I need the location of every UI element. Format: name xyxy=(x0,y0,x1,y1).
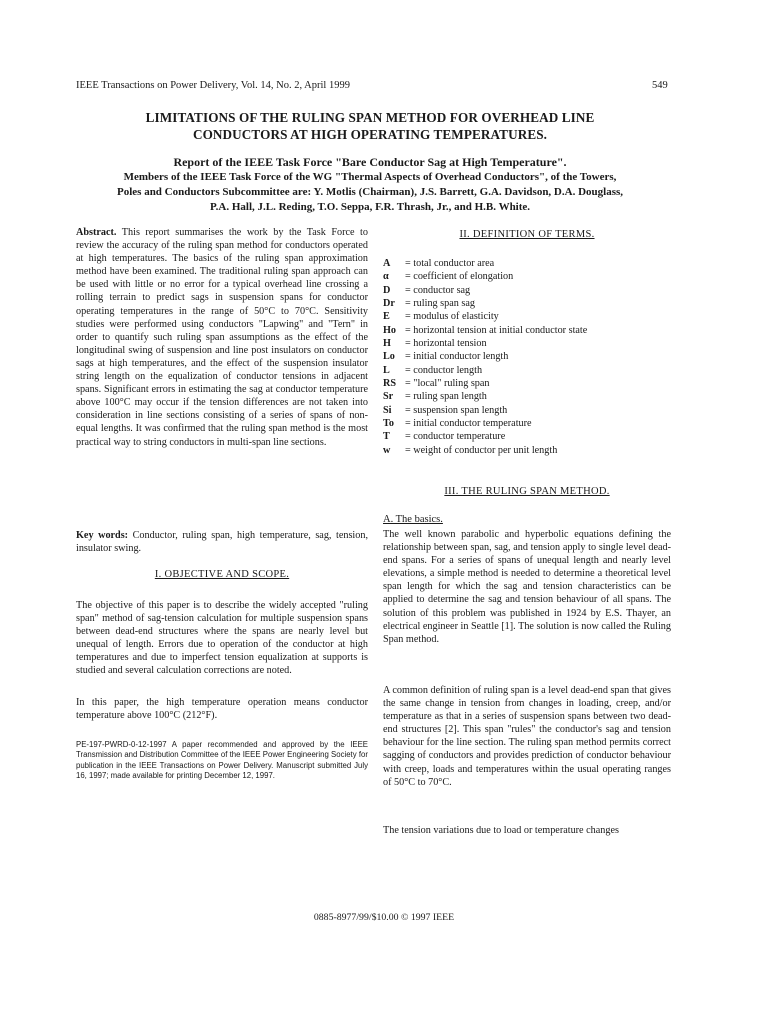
copyright-footer: 0885-8977/99/$10.00 © 1997 IEEE xyxy=(313,912,455,923)
definition-text: = coefficient of elongation xyxy=(405,271,514,283)
definition-row xyxy=(383,257,671,270)
keywords xyxy=(76,529,368,555)
section-3-para-1: The well known parabolic and hyperbolic equations defining the relationship between span, sag, and tension apply to single level dead-end spans. For a series of spans of unequal length and nearly level elevations, a simple method is needed to determine a theoretical level span length for which the sag and tension characteristics can be applied to determine the sag and tension behaviour of all spans. The solution of this problem was published in 1924 by E.S. Thayer, an electrical engineer in Seattle [1]. The solution is now called the Ruling Span method. xyxy=(383,529,671,645)
definition-row xyxy=(383,404,671,417)
keywords-label: Key words: xyxy=(76,530,129,541)
definition-symbol: Si xyxy=(383,404,392,416)
title-line-2: CONDUCTORS AT HIGH OPERATING TEMPERATURES. xyxy=(192,127,548,142)
definition-row xyxy=(383,350,671,363)
definition-symbol: RS xyxy=(383,378,397,390)
section-2-heading: II. DEFINITION OF TERMS. xyxy=(459,229,595,240)
definition-row xyxy=(383,364,671,377)
section-3-heading: III. THE RULING SPAN METHOD. xyxy=(444,486,610,497)
page-number: 549 xyxy=(652,80,668,91)
definition-row xyxy=(383,310,671,323)
definition-text: = weight of conductor per unit length xyxy=(405,444,558,456)
definition-text: = initial conductor temperature xyxy=(405,418,532,430)
section-3-para-3: The tension variations due to load or temperature changes xyxy=(383,825,619,836)
definition-symbol: L xyxy=(383,364,390,376)
definition-text: = initial conductor length xyxy=(405,351,509,363)
report-line: Report of the IEEE Task Force "Bare Conductor Sag at High Temperature". xyxy=(173,155,567,169)
definition-text: = modulus of elasticity xyxy=(405,311,499,323)
journal-header: IEEE Transactions on Power Delivery, Vol. 14, No. 2, April 1999 xyxy=(76,80,350,91)
definition-text: = conductor sag xyxy=(405,284,471,296)
definition-symbol: Ho xyxy=(383,324,397,336)
section-1-para-2: In this paper, the high temperature operation means conductor temperature above 100°C (212°F). xyxy=(76,697,368,722)
byline xyxy=(60,155,680,215)
keywords-text: Conductor, ruling span, high temperature, sag, tension, insulator swing. xyxy=(76,530,368,555)
section-1-para-1: The objective of this paper is to describe the widely accepted "ruling span" method of sag-tension calculation for multiple suspension spans between dead-end structures where the spans are nearly level but unequal of length. Errors due to operation of the conductor at high temperatures and due to imperfect tension equalization at supports is studied and several calculation corrections are noted. xyxy=(76,600,368,677)
definition-symbol: H xyxy=(383,338,391,350)
abstract-label: Abstract. xyxy=(76,227,117,238)
definition-symbol: Dr xyxy=(383,298,395,310)
definition-text: = conductor temperature xyxy=(405,431,506,443)
members-line-3: P.A. Hall, J.L. Reding, T.O. Seppa, F.R. Thrash, Jr., and H.B. White. xyxy=(209,201,531,213)
definition-symbol: Sr xyxy=(383,391,394,403)
subsection-a-heading: A. The basics. xyxy=(383,514,443,525)
manuscript-footnote: PE-197-PWRD-0-12-1997 A paper recommended and approved by the IEEE Transmission and Distribution Committee of the IEEE Power Engineering Society for publication in the IEEE Transactions on Power Delivery. Manuscript submitted July 16, 1997; made available for printing December 12, 1997. xyxy=(76,740,368,781)
members-line-1: Members of the IEEE Task Force of the WG "Thermal Aspects of Overhead Conductors", of the Towers, xyxy=(123,171,617,183)
definition-symbol: w xyxy=(383,444,391,456)
definition-text: = total conductor area xyxy=(405,258,495,269)
definition-row xyxy=(383,337,671,350)
members-line-2: Poles and Conductors Subcommittee are: Y. Motlis (Chairman), J.S. Barrett, G.A. Davidson, D.A. Douglass, xyxy=(117,186,623,198)
abstract-text: This report summarises the work by the Task Force to review the accuracy of the ruling span method for conductors operated at high temperatures. The basics of the ruling span approximation method have been examined. The traditional ruling span approach can be used with little or no error for a typical overhead line crossing a rolling terrain to predict sags in suspension spans for conductor operating temperatures in the range of 50°C to 70°C. Sensitivity studies were performed using conductors "Lapwing" and "Tern" in order to quantify such ruling span assumptions as the effect of the longitudinal swing of suspension and line post insulators on conductor sags at high temperatures, and the effect of the suspension insulator string length on the equalization of conductor tensions in adjacent spans. Significant errors in estimating the sag at conductor temperature above 100°C may occur if the tension differences are not taken into consideration in line sections consisting of a series of spans of non-equal lengths. It was confirmed that the ruling span method is the most practical way to string conductors in multi-span line sections. xyxy=(76,227,368,448)
definition-symbol: D xyxy=(383,284,391,296)
definition-text: = "local" ruling span xyxy=(405,378,490,390)
section-1-heading: I. OBJECTIVE AND SCOPE. xyxy=(154,569,290,580)
definition-symbol: T xyxy=(383,431,390,443)
definition-text: = conductor length xyxy=(405,364,483,376)
definition-row xyxy=(383,444,671,457)
definition-row xyxy=(383,284,671,297)
definition-row xyxy=(383,430,671,443)
definition-text: = ruling span length xyxy=(405,391,487,403)
definition-symbol: To xyxy=(383,418,394,430)
definition-text: = horizontal tension xyxy=(405,338,487,350)
definition-symbol: Lo xyxy=(383,351,395,363)
definition-text: = suspension span length xyxy=(405,404,508,416)
definition-text: = ruling span sag xyxy=(405,298,475,310)
definition-row xyxy=(383,324,671,337)
definition-symbol: E xyxy=(383,311,390,323)
definition-row xyxy=(383,377,671,390)
definition-list xyxy=(383,257,671,457)
definition-row xyxy=(383,297,671,310)
definition-text: = horizontal tension at initial conductor state xyxy=(405,324,588,336)
section-3-para-2: A common definition of ruling span is a level dead-end span that gives the same change in tension from changes in loading, creep, and/or temperature as that in a series of suspension spans between two dead-end structures [2]. This span "rules" the conductor's sag and tension behaviour for the line section. The ruling span method permits correct sagging of conductors and provides prediction of conductor behaviour with creep, loads and temperatures within the usual operating ranges of 50°C to 70°C. xyxy=(383,685,672,788)
definition-row xyxy=(383,417,671,430)
paper-title xyxy=(60,109,680,143)
definition-symbol: α xyxy=(383,271,389,283)
definition-row xyxy=(383,390,671,403)
definition-row xyxy=(383,270,671,283)
title-line-1: LIMITATIONS OF THE RULING SPAN METHOD FOR OVERHEAD LINE xyxy=(145,110,595,125)
definition-symbol: A xyxy=(383,258,391,269)
abstract xyxy=(76,226,368,449)
